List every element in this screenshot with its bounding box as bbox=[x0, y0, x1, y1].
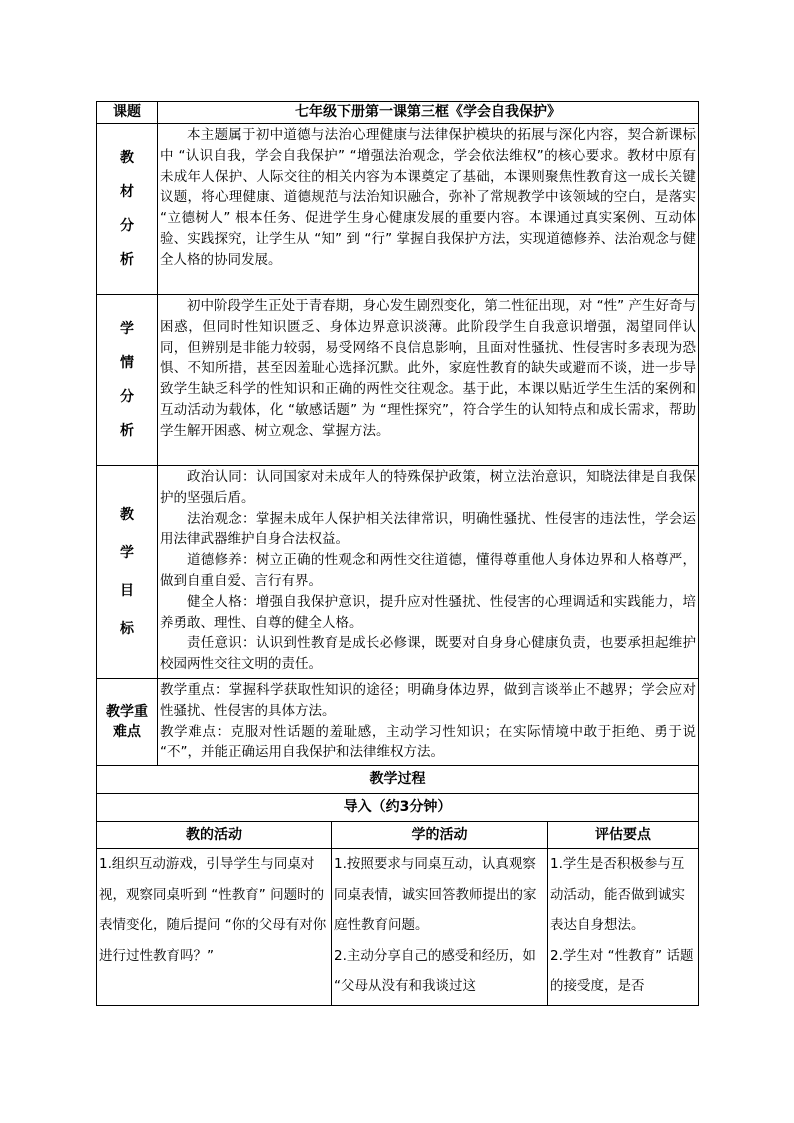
process-title: 教学过程 bbox=[97, 766, 699, 794]
material-analysis-text: 本主题属于初中道德与法治心理健康与法律保护模块的拓展与深化内容，契合新课标中 “认识自我，学会自我保护” “增强法治观念，学会依法维权”的核心要求。教材中原有未成年人保护、人际交往的相关内容为本课奠定了基础，本课则聚焦性教育这一成长关键议题，将心理健康、道德规范与法治知识融合，弥补了常规教学中该领域的空白，是落实 “立德树人” 根本任务、促进学生身心健康发展的重要内容。本课通过真实案例、互动体验、实践探究，让学生从 “知” 到 “行” 掌握自我保护方法，实现道德修养、法治观念与健全人格的协同发展。 bbox=[158, 124, 699, 295]
goal-personality: 健全人格：增强自我保护意识，提升应对性骚扰、性侵害的心理调适和实践能力，培养勇敢、理性、自尊的健全人格。 bbox=[160, 593, 696, 631]
lesson-plan-table bbox=[96, 101, 699, 1006]
goal-moral: 道德修养：树立正确的性观念和两性交往道德，懂得尊重他人身体边界和人格尊严，做到自重自爱、言行有界。 bbox=[160, 552, 696, 589]
student-analysis-label: 学 情 分 析 bbox=[97, 295, 158, 466]
stage-title-row bbox=[97, 794, 699, 822]
evaluation-cell: 1.学生是否积极参与互动活动，能否做到诚实表达自身想法。 2.学生对 “性教育” 话题的接受度，是否 bbox=[548, 849, 699, 1006]
student-analysis-text: 初中阶段学生正处于青春期，身心发生剧烈变化，第二性征出现，对 “性” 产生好奇与困惑，但同时性知识匮乏、身体边界意识淡薄。此阶段学生自我意识增强，渴望同伴认同，但辨别是非能力较弱，易受网络不良信息影响，且面对性骚扰、性侵害时多表现为恐惧、不知所措，甚至因羞耻心选择沉默。此外，家庭性教育的缺失或避而不谈，进一步导致学生缺乏科学的性知识和正确的两性交往观念。基于此，本课以贴近学生生活的案例和互动活动为载体，化 “敏感话题” 为 “理性探究”，符合学生的认知特点和成长需求，帮助学生解开困惑、树立观念、掌握方法。 bbox=[158, 295, 699, 466]
teacher-activity-cell: 1.组织互动游戏，引导学生与同桌对视，观察同桌听到 “性教育” 问题时的表情变化，随后提问 “你的父母有对你进行过性教育吗？” bbox=[97, 849, 332, 1006]
key-points-row bbox=[97, 679, 699, 766]
student-activity-cell: 1.按照要求与同桌互动，认真观察同桌表情，诚实回答教师提出的家庭性教育问题。 2.主动分享自己的感受和经历，如 “父母从没有和我谈过这 bbox=[332, 849, 548, 1006]
teaching-goals-text bbox=[158, 466, 699, 679]
teaching-goals-label: 教 学 目 标 bbox=[97, 466, 158, 679]
goal-legal: 法治观念：掌握未成年人保护相关法律常识，明确性骚扰、性侵害的违法性，学会运用法律武器维护自身合法权益。 bbox=[160, 510, 696, 548]
process-title-row bbox=[97, 766, 699, 794]
teaching-goals-row bbox=[97, 466, 699, 679]
key-point: 教学重点：掌握科学获取性知识的途径；明确身体边界，做到言谈举止不越界；学会应对性骚扰、性侵害的具体方法。 bbox=[160, 682, 696, 719]
key-points-label: 教学重 难点 bbox=[97, 679, 158, 766]
key-points-text bbox=[158, 679, 699, 766]
material-analysis-label: 教 材 分 析 bbox=[97, 124, 158, 295]
goal-responsibility: 责任意识：认识到性教育是成长必修课，既要对自身身心健康负责，也要承担起维护校园两性交往文明的责任。 bbox=[160, 635, 696, 673]
stage-title: 导入（约3分钟） bbox=[97, 794, 699, 822]
goal-political: 政治认同：认同国家对未成年人的特殊保护政策，树立法治意识，知晓法律是自我保护的坚强后盾。 bbox=[160, 469, 696, 506]
topic-label: 课题 bbox=[97, 102, 158, 124]
title-row bbox=[97, 102, 699, 124]
activity-row bbox=[97, 849, 699, 1006]
difficult-point: 教学难点：克服对性话题的羞耻感，主动学习性知识；在实际情境中敢于拒绝、勇于说 “不”，并能正确运用自我保护和法律维权方法。 bbox=[160, 723, 696, 761]
column-teacher-activity: 教的活动 bbox=[97, 822, 332, 849]
material-analysis-row bbox=[97, 124, 699, 295]
column-header-row bbox=[97, 822, 699, 849]
student-analysis-row bbox=[97, 295, 699, 466]
column-evaluation: 评估要点 bbox=[548, 822, 699, 849]
column-student-activity: 学的活动 bbox=[332, 822, 548, 849]
lesson-title: 七年级下册第一课第三框《学会自我保护》 bbox=[158, 102, 699, 124]
